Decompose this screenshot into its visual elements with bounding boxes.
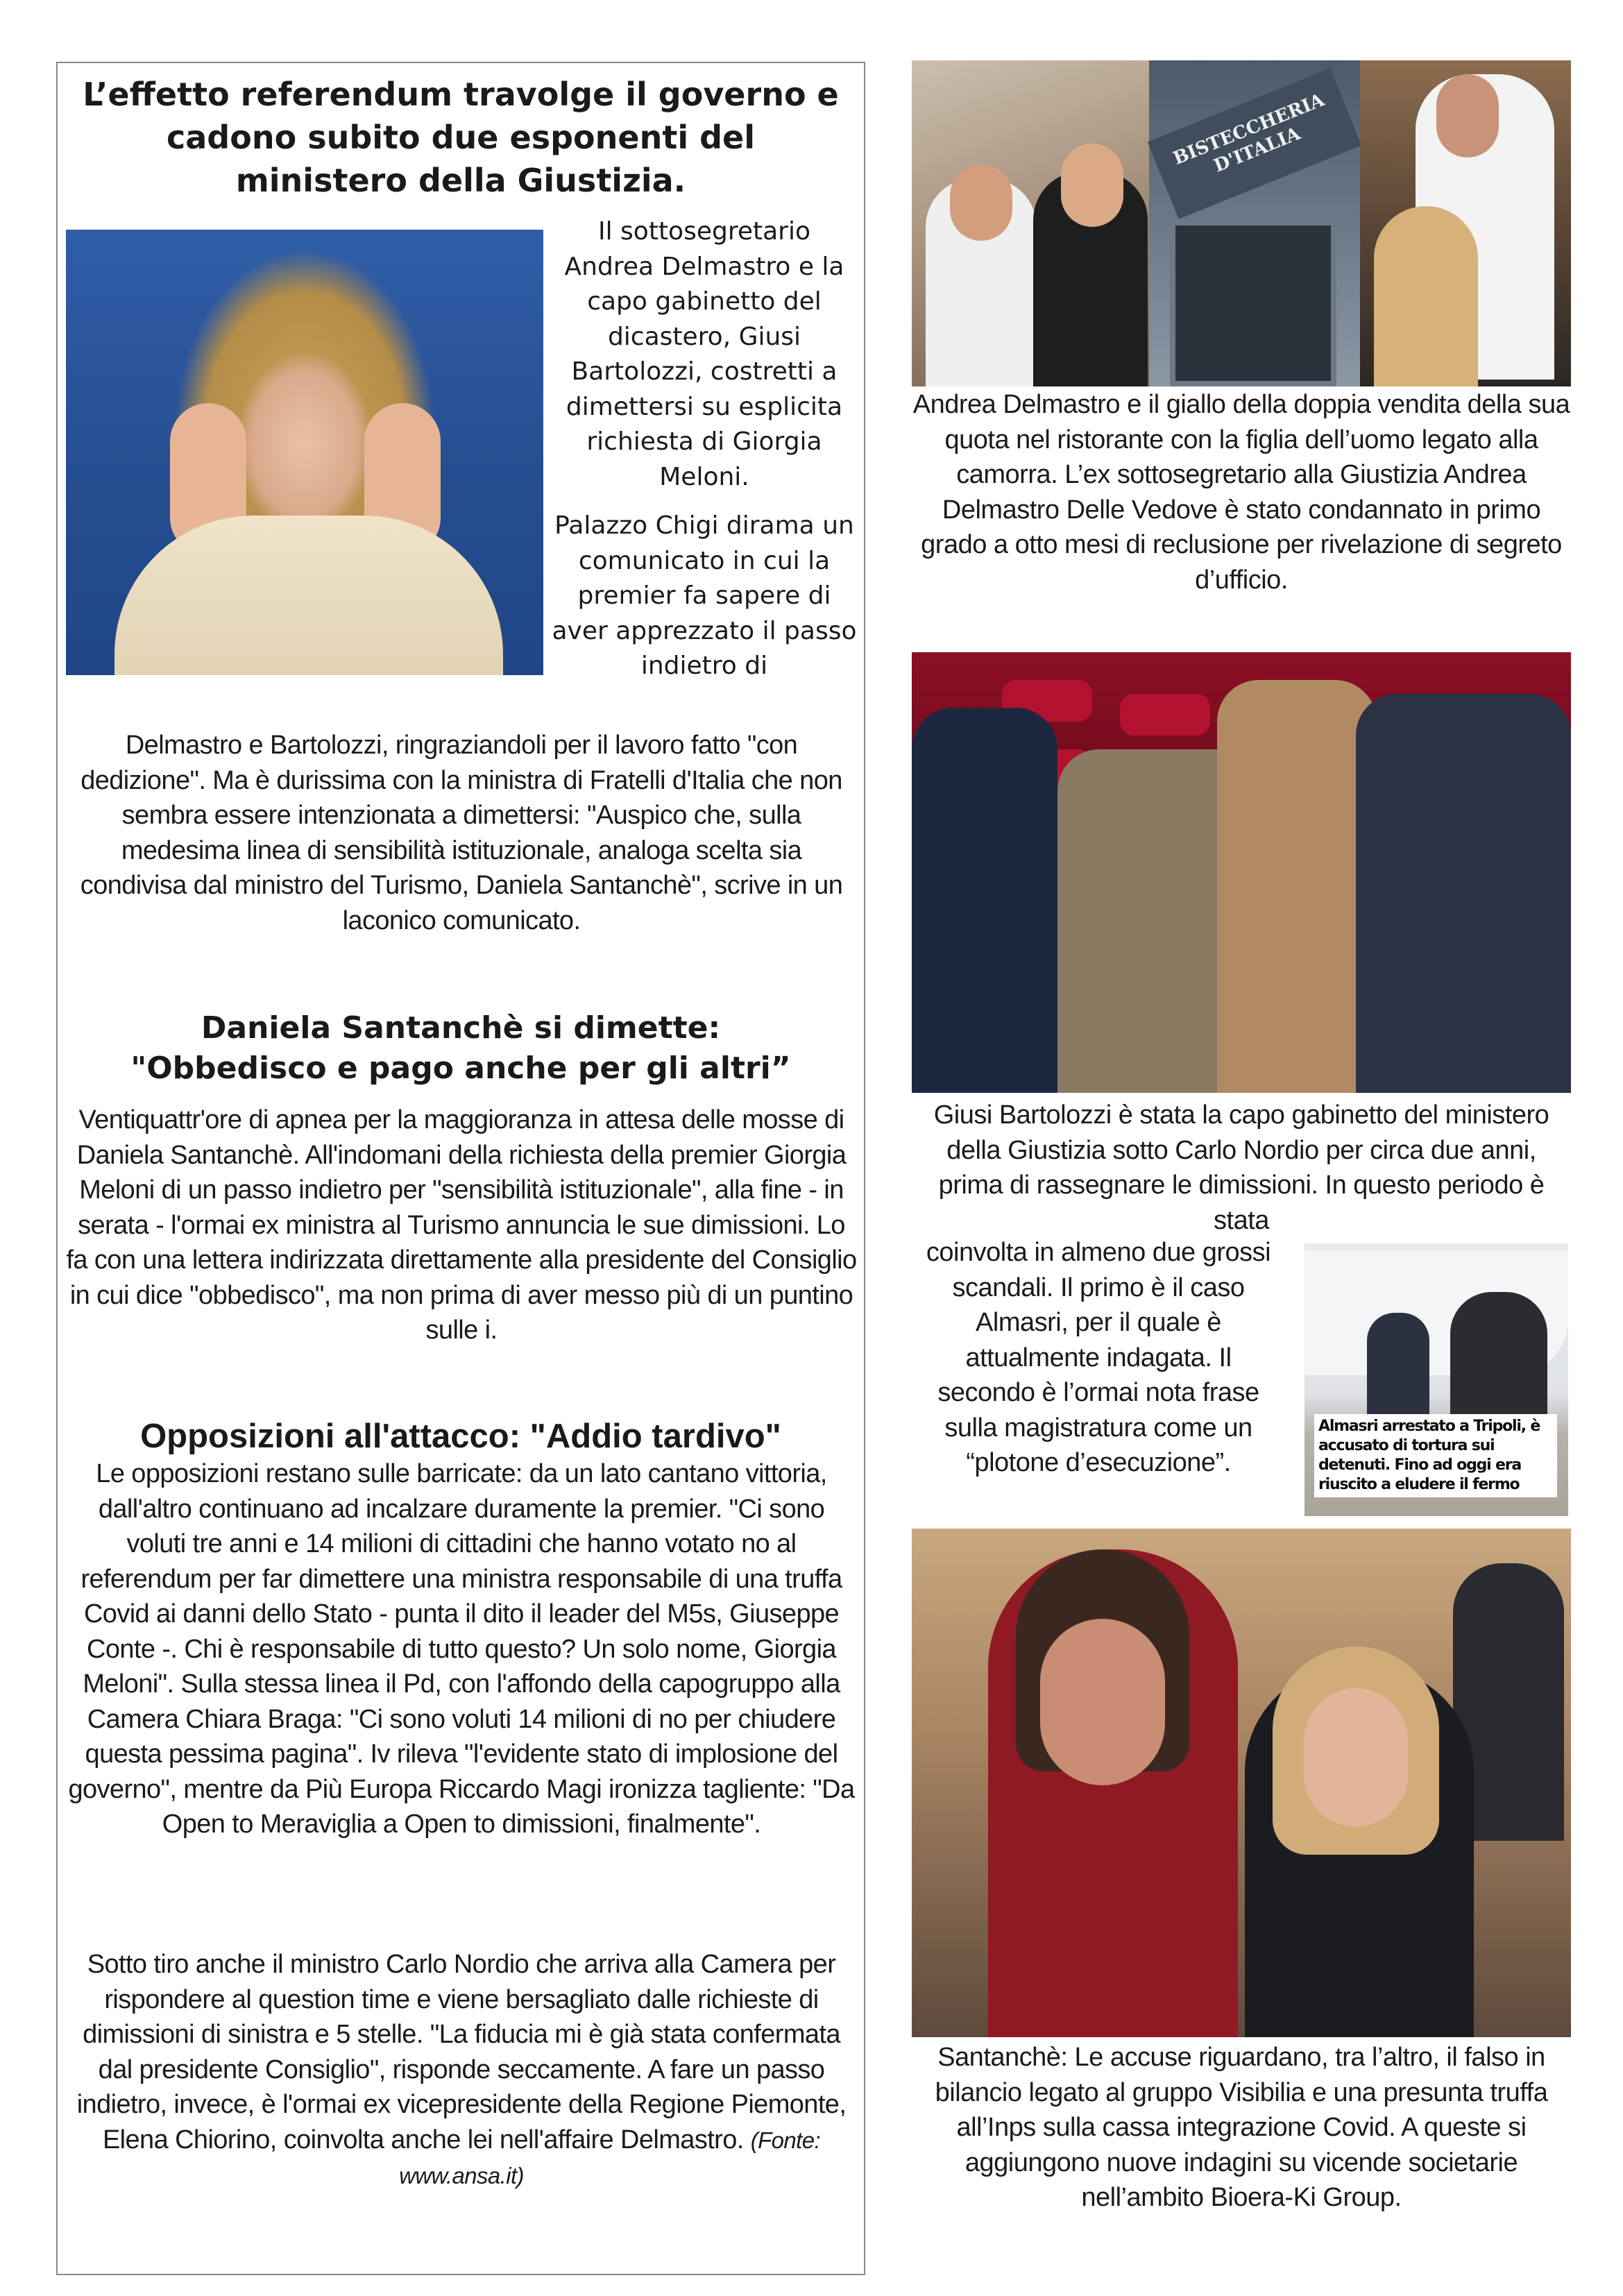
section-heading-line: Daniela Santanchè si dimette: <box>201 1010 721 1046</box>
section-santanche-body <box>66 1103 857 1348</box>
almasri-photo-overlay-text: Almasri arrestato a Tripoli, è accusato di tortura sui detenuti. Fino ad oggi era riuscito a eludere il fermo <box>1314 1414 1557 1497</box>
section-opposizioni-body <box>66 1456 857 1842</box>
photo-detail <box>1170 220 1336 386</box>
body-paragraph: Le opposizioni restano sulle barricate: da un lato cantano vittoria, dall'altro continuano ad incalzare duramente la premier. "Ci sono voluti tre anni e 14 milioni di cittadini che hanno votato no al referendum per far dimettere una ministra responsabile di una truffa Covid ai danni dello Stato - punta il dito il leader del M5s, Giuseppe Conte -. Chi è responsabile di tutto questo? Un solo nome, Giorgia Meloni". Sulla stessa linea il Pd, con l'affondo della capogruppo alla Camera Chiara Braga: "Ci sono voluti 14 milioni di no per chiudere questa pessima pagina". Iv rileva "l'evidente stato di implosione del governo", mentre da Più Europa Riccardo Magi ironizza tagliente: "Da Open to Meraviglia a Open to dimissioni, finalmente". <box>68 1459 855 1839</box>
body-paragraph: Ventiquattr'ore di apnea per la maggioranza in attesa delle mosse di Daniela Santanchè. All'indomani della richiesta della premier Giorgia Meloni di un passo indietro per "sensibilità istituzionale", alla fine - in serata - l'ormai ex ministra al Turismo annuncia le sue dimissioni. Lo fa con una lettera indirizzata direttamente alla presidente del Consiglio in cui dice "obbedisco", ma non prima di aver messo più di un puntino sulle i. <box>66 1105 857 1345</box>
intro-text <box>552 214 857 684</box>
photo-panel <box>1149 60 1360 386</box>
photo-detail <box>950 164 1012 241</box>
photo-detail <box>1304 1688 1408 1827</box>
photo-panel <box>912 60 1149 386</box>
restaurant-collage-photo <box>912 60 1571 386</box>
photo-detail <box>1061 144 1123 227</box>
photo-panel <box>1360 60 1571 386</box>
section-heading-opposizioni: Opposizioni all'attacco: "Addio tardivo" <box>140 1418 781 1455</box>
caption-delmastro: Andrea Delmastro e il giallo della doppia vendita della sua quota nel ristorante con la figlia dell’uomo legato alla camorra. L’ex sottosegretario alla Giustizia Andrea Delmastro Delle Vedove è stato condannato in primo grado a otto mesi di reclusione per rivelazione di segreto d’ufficio. <box>912 390 1570 595</box>
section-heading-santanche <box>58 1008 864 1089</box>
santanche-meloni-photo <box>912 1529 1571 2037</box>
photo-detail <box>1120 694 1210 735</box>
intro-paragraph: Il sottosegretario Andrea Delmastro e la capo gabinetto del dicastero, Giusi Bartolozzi, costretti a dimettersi su esplicita richiesta di Giorgia Meloni. <box>564 217 844 491</box>
photo-detail <box>114 516 503 675</box>
body-paragraph <box>66 1947 857 2194</box>
photo-detail <box>1217 680 1377 1093</box>
caption-santanche: Santanchè: Le accuse riguardano, tra l’altro, il falso in bilancio legato al gruppo Visibilia e una presunta truffa all’Inps sulla cassa integrazione Covid. A queste si aggiungono nuove indagini su vicende societarie nell’ambito Bioera-Ki Group. <box>935 2043 1548 2212</box>
intro-continuation <box>66 728 857 938</box>
main-article <box>56 62 865 2275</box>
caption-bartolozzi-continued: coinvolta in almeno due grossi scandali. Il primo è il caso Almasri, per il quale è attualmente indagata. Il secondo è l’ormai nota frase sulla magistratura come un “plotone d’esecuzione”. <box>926 1238 1271 1477</box>
photo-detail <box>1356 694 1571 1093</box>
caption-bartolozzi: Giusi Bartolozzi è stata la capo gabinetto del ministero della Giustizia sotto Carlo Nordio per circa due anni, prima di rassegnare le dimissioni. In questo periodo è stata <box>933 1100 1549 1235</box>
intro-paragraph: Palazzo Chigi dirama un comunicato in cui la premier fa sapere di aver apprezzato il passo indietro di <box>552 511 857 680</box>
photo-detail <box>912 708 1057 1093</box>
meloni-photo <box>66 230 543 675</box>
section-heading-line: "Obbedisco e pago anche per gli altri” <box>130 1051 791 1086</box>
body-paragraph: Delmastro e Bartolozzi, ringraziandoli per il lavoro fatto "con dedizione". Ma è durissima con la ministra di Fratelli d'Italia che non sembra essere intenzionata a dimettersi: "Auspico che, sulla medesima linea di sensibilità istituzionale, analoga scelta sia condivisa dal ministro del Turismo, Daniela Santanchè", scrive in un laconico comunicato. <box>80 731 843 935</box>
article-headline: L’effetto referendum travolge il governo e cadono subito due esponenti del ministero della Giustizia. <box>83 76 839 199</box>
source-credit: (Fonte: www.ansa.it) <box>399 2127 821 2188</box>
body-text: Sotto tiro anche il ministro Carlo Nordio che arriva alla Camera per rispondere al question time e viene bersagliato dalle richieste di dimissioni di sinistra e 5 stelle. "La fiducia mi è già stata confermata dal presidente Consiglio", risponde seccamente. A fare un passo indietro, invece, è l'ormai ex vicepresidente della Regione Piemonte, Elena Chiorino, coinvolta anche lei nell'affaire Delmastro. <box>76 1950 847 2154</box>
photo-detail <box>1040 1619 1165 1785</box>
photo-detail <box>1436 74 1499 158</box>
section-nordio-body <box>66 1947 857 2194</box>
photo-detail <box>1374 206 1478 386</box>
almasri-photo <box>1305 1243 1568 1516</box>
restaurant-sign: BISTECCHERIA D'ITALIA <box>1148 68 1361 219</box>
bartolozzi-theatre-photo <box>912 652 1571 1093</box>
